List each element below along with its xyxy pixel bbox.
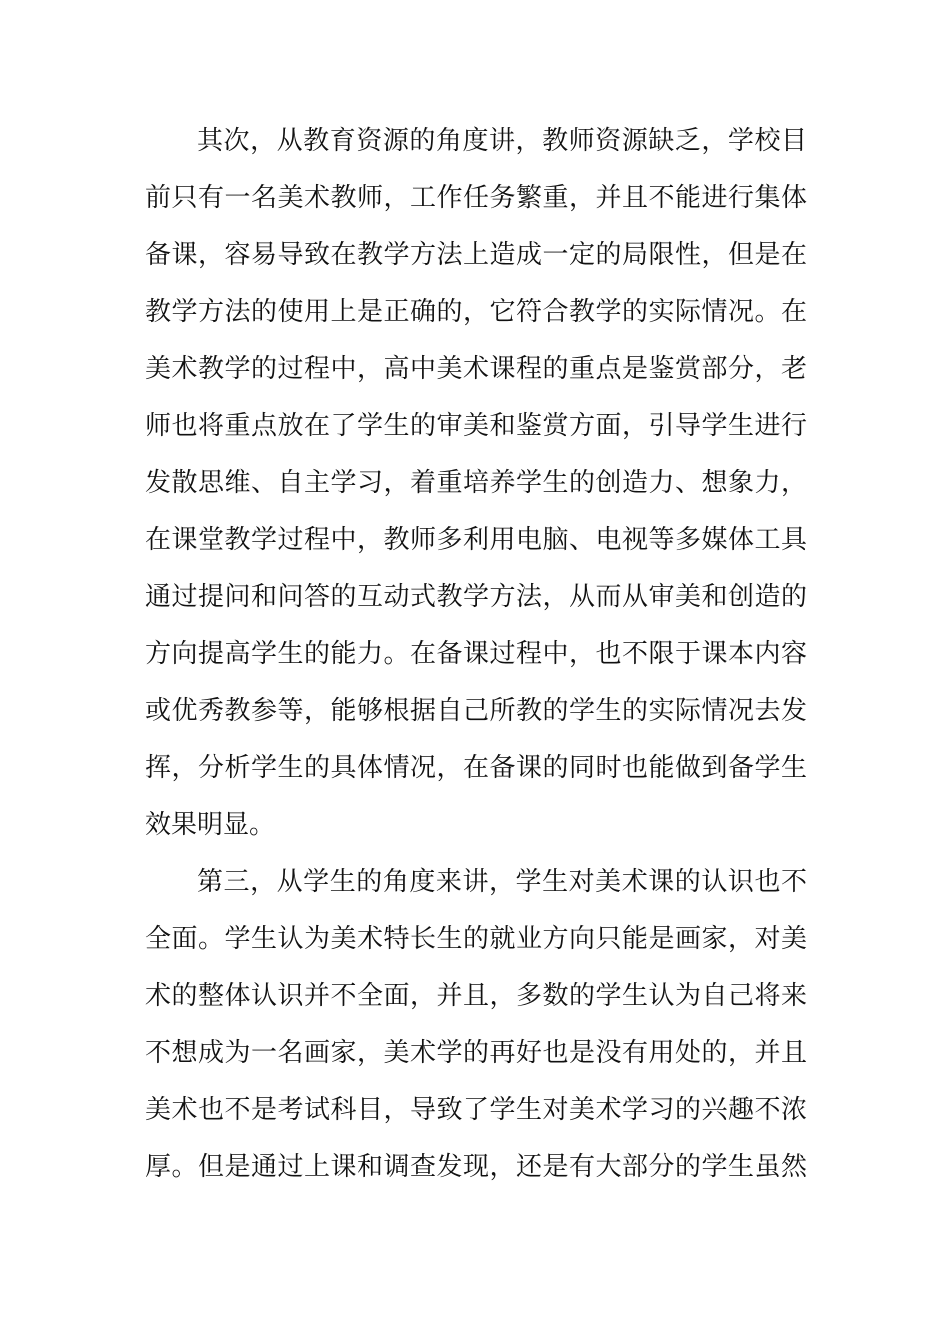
- document-page: [145, 113, 807, 1196]
- paragraph-1: [145, 113, 807, 854]
- text-line: 挥，分析学生的具体情况，在备课的同时也能做到备学生: [145, 753, 807, 783]
- text-line: 全面。学生认为美术特长生的就业方向只能是画家，对美: [145, 924, 807, 954]
- text-line: 不想成为一名画家，美术学的再好也是没有用处的，并且: [145, 1038, 807, 1068]
- text-line: 备课，容易导致在教学方法上造成一定的局限性，但是在: [145, 240, 807, 270]
- paragraph-2: [145, 854, 807, 1196]
- text-line: 其次，从教育资源的角度讲，教师资源缺乏，学校目: [197, 126, 807, 156]
- text-line: 前只有一名美术教师，工作任务繁重，并且不能进行集体: [145, 183, 807, 213]
- text-line: 厚。但是通过上课和调查发现，还是有大部分的学生虽然: [145, 1152, 807, 1182]
- text-line: 第三，从学生的角度来讲，学生对美术课的认识也不: [197, 867, 807, 897]
- text-line: 方向提高学生的能力。在备课过程中，也不限于课本内容: [145, 639, 807, 669]
- text-line: 效果明显。: [145, 810, 276, 840]
- text-line: 师也将重点放在了学生的审美和鉴赏方面，引导学生进行: [145, 411, 807, 441]
- text-line: 在课堂教学过程中，教师多利用电脑、电视等多媒体工具: [145, 525, 807, 555]
- text-line: 术的整体认识并不全面，并且，多数的学生认为自己将来: [145, 981, 807, 1011]
- text-line: 或优秀教参等，能够根据自己所教的学生的实际情况去发: [145, 696, 807, 726]
- text-line: 美术教学的过程中，高中美术课程的重点是鉴赏部分，老: [145, 354, 807, 384]
- text-line: 通过提问和问答的互动式教学方法，从而从审美和创造的: [145, 582, 807, 612]
- text-line: 美术也不是考试科目，导致了学生对美术学习的兴趣不浓: [145, 1095, 807, 1125]
- text-line: 发散思维、自主学习，着重培养学生的创造力、想象力，: [145, 468, 807, 498]
- text-line: 教学方法的使用上是正确的，它符合教学的实际情况。在: [145, 297, 807, 327]
